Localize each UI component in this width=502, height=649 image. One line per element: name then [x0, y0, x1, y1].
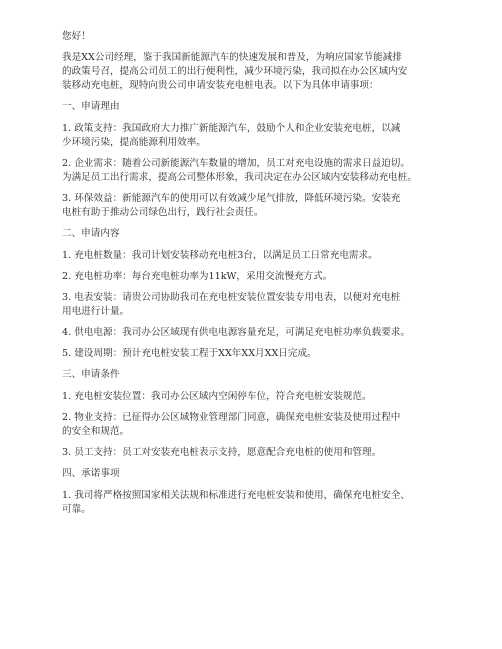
section-content [62, 227, 452, 361]
list-item: 2. 充电桩功率：每台充电桩功率为11kW，采用交流慢充方式。 [62, 271, 333, 282]
list-item: 4. 供电电源：我司办公区域现有供电电源容量充足，可满足充电桩功率负载要求。 [62, 327, 410, 338]
section-title: 四、承诺事项 [62, 468, 120, 479]
list-item: 3. 电表安装：请贵公司协助我司在充电桩安装位置安装专用电表，以便对充电桩 用电进行计量。 [62, 292, 401, 317]
intro-paragraph: 我是XX公司经理，鉴于我国新能源汽车的快速发展和普及，为响应国家节能减排 的政策号召，提高公司员工的出行便利性，减少环境污染，我司拟在办公区域内安 装移动充电桩，现特向贵公司申请安装充电桩电表。以下为具体申请事项： [62, 52, 408, 91]
list-item: 3. 环保效益：新能源汽车的使用可以有效减少尾气排放，降低环境污染。安装充 电桩有助于推动公司绿色出行，践行社会责任。 [62, 193, 401, 218]
list-item: 1. 充电桩数量：我司计划安装移动充电桩3台，以满足员工日常充电需求。 [62, 250, 378, 261]
list-item: 1. 我司将严格按照国家相关法规和标准进行充电桩安装和使用，确保充电桩安全、 可靠。 [62, 490, 410, 515]
section-title: 一、申请理由 [62, 101, 120, 112]
section-title: 二、申请内容 [62, 228, 120, 239]
list-item: 2. 企业需求：随着公司新能源汽车数量的增加，员工对充电设施的需求日益迫切。 为满足员工出行需求，提高公司整体形象，我司决定在办公区域内安装移动充电桩。 [62, 158, 417, 183]
greeting: 您好！ [62, 31, 91, 42]
list-item: 1. 政策支持：我国政府大力推广新能源汽车，鼓励个人和企业安装充电桩，以减 少环境污染，提高能源利用效率。 [62, 123, 401, 148]
document-body [62, 30, 452, 524]
list-item: 2. 物业支持：已征得办公区域物业管理部门同意，确保充电桩安装及使用过程中 的安全和规范。 [62, 412, 401, 437]
list-item: 3. 员工支持：员工对安装充电桩表示支持，愿意配合充电桩的使用和管理。 [62, 447, 382, 458]
list-item: 1. 充电桩安装位置：我司办公区域内空闲停车位，符合充电桩安装规范。 [62, 391, 372, 402]
section-conditions [62, 368, 452, 460]
section-commitments [62, 467, 452, 517]
section-reasons [62, 100, 452, 220]
section-title: 三、申请条件 [62, 369, 120, 380]
list-item: 5. 建设周期：预计充电桩安装工程于XX年XX月XX日完成。 [62, 348, 317, 359]
